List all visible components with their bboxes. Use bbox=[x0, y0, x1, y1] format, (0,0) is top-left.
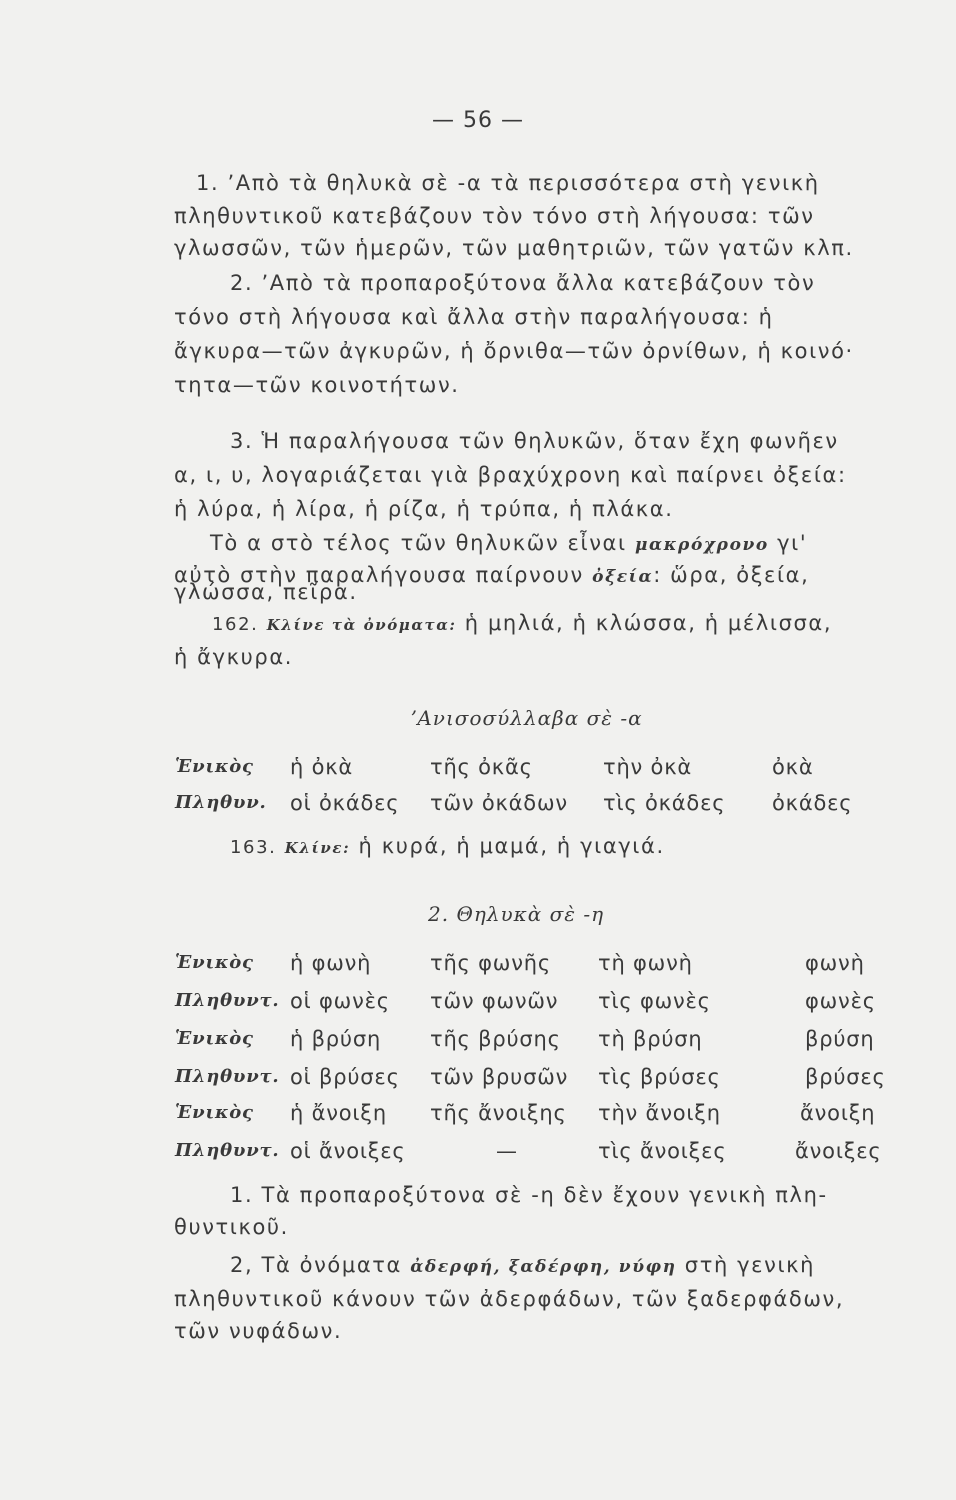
cell-accusative: τὶς φωνὲς bbox=[598, 989, 711, 1013]
row-label: Πληθυντ. bbox=[175, 990, 280, 1011]
note-line: πληθυντικοῦ κάνουν τῶν ἀδερφάδων, τῶν ξαδερφάδων, bbox=[174, 1287, 845, 1311]
row-label: Πληθυντ. bbox=[175, 1066, 280, 1087]
cell-accusative: τὴν ἄνοιξη bbox=[598, 1101, 721, 1125]
note-text: στὴ γενικὴ bbox=[676, 1253, 816, 1277]
cell-vocative: ὀκάδες bbox=[772, 791, 853, 815]
exercise-163 bbox=[230, 831, 896, 863]
section-title: 2. Θηλυκὰ σὲ ‑η bbox=[428, 902, 605, 926]
cell-vocative: φωνὲς bbox=[805, 989, 876, 1013]
cell-accusative: τὶς ἄνοιξες bbox=[598, 1139, 727, 1163]
note-line: γλωσσῶν, τῶν ἡμερῶν, τῶν μαθητριῶν, τῶν γατῶν κλπ. bbox=[174, 236, 854, 260]
cell-accusative: τὴ φωνὴ bbox=[598, 951, 693, 975]
note-line: τόνο στὴ λήγουσα καὶ ἄλλα στὴν παραλήγουσα: ἡ bbox=[174, 305, 774, 329]
note-line: τῶν νυφάδων. bbox=[174, 1319, 343, 1343]
cell-vocative: ὀκὰ bbox=[772, 755, 814, 779]
exercise-162 bbox=[212, 608, 896, 640]
row-label: Πληθυντ. bbox=[175, 1140, 280, 1161]
cell-genitive: τῶν φωνῶν bbox=[430, 989, 559, 1013]
cell-nominative: οἱ ἄνοιξες bbox=[290, 1139, 406, 1163]
cell-nominative: οἱ βρύσες bbox=[290, 1065, 400, 1089]
section-title: ʼΑνισοσύλλαβα σὲ ‑α bbox=[410, 706, 643, 730]
note-line bbox=[230, 1250, 896, 1282]
row-label: Ἑνικὸς bbox=[175, 1028, 254, 1049]
note-line: θυντικοῦ. bbox=[174, 1215, 289, 1239]
note-italic: ἀδερφή, ξαδέρφη, νύφη bbox=[410, 1257, 677, 1277]
cell-genitive: τῆς βρύσης bbox=[430, 1027, 561, 1051]
cell-genitive: — bbox=[496, 1139, 518, 1163]
row-label: Ἑνικὸς bbox=[175, 1102, 254, 1123]
cell-genitive: τῆς ὀκᾶς bbox=[430, 755, 533, 779]
page-number: — 56 — bbox=[432, 108, 524, 133]
cell-vocative: ἄνοιξη bbox=[800, 1101, 876, 1125]
note-line: 3. Ἡ παραλήγουσα τῶν θηλυκῶν, ὅταν ἔχη φωνῆεν bbox=[230, 429, 839, 453]
note-line: τητα—τῶν κοινοτήτων. bbox=[174, 373, 460, 397]
cell-vocative: φωνὴ bbox=[805, 951, 865, 975]
para-a-line-3: γλώσσα, πεῖρα. bbox=[174, 580, 358, 604]
cell-accusative: τὶς ὀκάδες bbox=[603, 791, 726, 815]
cell-accusative: τὴ βρύση bbox=[598, 1027, 703, 1051]
para-a-text: αὐτὸ στὴν παραλήγουσα παίρνουν bbox=[174, 563, 593, 587]
exercise-text: ἡ κυρά, ἡ μαμά, ἡ γιαγιά. bbox=[358, 834, 665, 858]
cell-nominative: οἱ ὀκάδες bbox=[290, 791, 400, 815]
para-a-text: γι' bbox=[768, 531, 808, 555]
exercise-number: 162. bbox=[212, 614, 259, 635]
cell-vocative: ἄνοιξες bbox=[795, 1139, 882, 1163]
cell-genitive: τῶν βρυσῶν bbox=[430, 1065, 569, 1089]
exercise-number: 163. bbox=[230, 837, 277, 858]
exercise-text: ἡ μηλιά, ἡ κλώσσα, ἡ μέλισσα, bbox=[464, 611, 833, 635]
cell-genitive: τῶν ὀκάδων bbox=[430, 791, 568, 815]
cell-vocative: βρύσες bbox=[805, 1065, 886, 1089]
note-line: 1. ʼΑπὸ τὰ θηλυκὰ σὲ ‑α τὰ περισσότερα στὴ γενικὴ bbox=[196, 171, 820, 195]
cell-nominative: ἡ βρύση bbox=[290, 1027, 382, 1051]
cell-accusative: τὴν ὀκὰ bbox=[603, 755, 693, 779]
cell-nominative: ἡ φωνὴ bbox=[290, 951, 372, 975]
note-line: α, ι, υ, λογαριάζεται γιὰ βραχύχρονη καὶ παίρνει ὀξεία: bbox=[174, 463, 847, 487]
cell-genitive: τῆς φωνῆς bbox=[430, 951, 551, 975]
para-a-italic: ὀξεία bbox=[592, 567, 654, 587]
cell-nominative: ἡ ὀκὰ bbox=[290, 755, 354, 779]
row-label: Ἑνικὸς bbox=[175, 756, 254, 777]
cell-accusative: τὶς βρύσες bbox=[598, 1065, 721, 1089]
row-label: Ἑνικὸς bbox=[175, 952, 254, 973]
row-label: Πληθυν. bbox=[175, 792, 267, 813]
cell-genitive: τῆς ἄνοιξης bbox=[430, 1101, 567, 1125]
note-line: πληθυντικοῦ κατεβάζουν τὸν τόνο στὴ λήγουσα: τῶν bbox=[174, 204, 815, 228]
note-text: 2, Τὰ ὀνόματα bbox=[230, 1253, 411, 1277]
para-a-text: : ὥρα, ὀξεία, bbox=[653, 563, 810, 587]
exercise-label: Κλίνε τὰ ὀνόματα: bbox=[266, 616, 457, 634]
note-line: ἄγκυρα—τῶν ἀγκυρῶν, ἡ ὄρνιθα—τῶν ὀρνίθων, ἡ κοινό· bbox=[174, 339, 854, 363]
exercise-label: Κλίνε: bbox=[284, 839, 351, 857]
para-a-text: Τὸ α στὸ τέλος τῶν θηλυκῶν εἶναι bbox=[210, 531, 635, 555]
note-line: 1. Τὰ προπαροξύτονα σὲ ‑η δὲν ἔχουν γενικὴ πλη- bbox=[230, 1183, 828, 1207]
note-line: 2. ʼΑπὸ τὰ προπαροξύτονα ἄλλα κατεβάζουν τὸν bbox=[230, 271, 816, 295]
note-line: ἡ λύρα, ἡ λίρα, ἡ ρίζα, ἡ τρύπα, ἡ πλάκα. bbox=[174, 497, 674, 521]
cell-nominative: οἱ φωνὲς bbox=[290, 989, 390, 1013]
exercise-162-cont: ἡ ἄγκυρα. bbox=[174, 645, 294, 669]
para-a-italic: μακρόχρονο bbox=[634, 535, 769, 555]
para-a-line-1 bbox=[210, 528, 896, 560]
cell-nominative: ἡ ἄνοιξη bbox=[290, 1101, 387, 1125]
cell-vocative: βρύση bbox=[805, 1027, 875, 1051]
